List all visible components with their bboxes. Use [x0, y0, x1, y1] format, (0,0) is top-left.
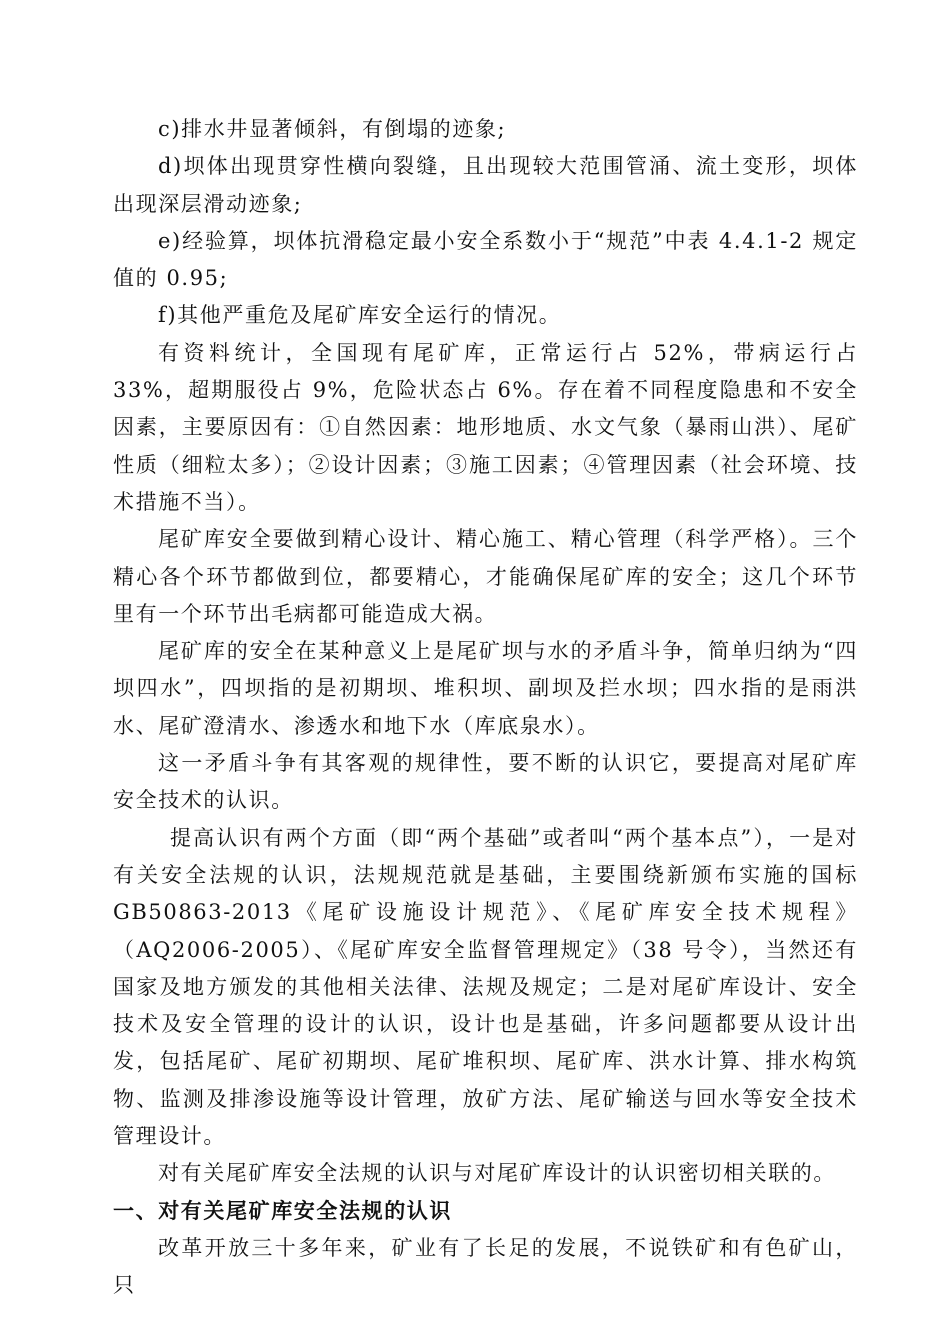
- document-body: [113, 111, 858, 1305]
- paragraph-item-f: f)其他严重危及尾矿库安全运行的情况。: [158, 303, 562, 328]
- paragraph-reform: 改革开放三十多年来，矿业有了长足的发展，不说铁矿和有色矿山，只: [113, 1235, 858, 1298]
- paragraph-two-foundations: 提高认识有两个方面（即“两个基础”或者叫“两个基本点”），一是对有关安全法规的认识，法规规范就是基础，主要围绕新颁布实施的国标 GB50863-2013《尾矿设施设计规范》、《尾矿库安全技术规程》（AQ2006-2005）、《尾矿库安全监督管理规定》（38 号令），当然还有国家及地方颁发的其他相关法律、法规及规定；二是对尾矿库设计、安全技术及安全管理的设计的认识，设计也是基础，许多问题都要从设计出发，包括尾矿、尾矿初期坝、尾矿堆积坝、尾矿库、洪水计算、排水构筑物、监测及排渗设施等设计管理，放矿方法、尾矿输送与回水等安全技术管理设计。: [113, 825, 858, 1149]
- paragraph-contradiction: 这一矛盾斗争有其客观的规律性，要不断的认识它，要提高对尾矿库安全技术的认识。: [113, 751, 858, 813]
- paragraph-item-d: d)坝体出现贯穿性横向裂缝，且出现较大范围管涌、流土变形，坝体出现深层滑动迹象;: [113, 154, 858, 216]
- paragraph-item-e: e)经验算，坝体抗滑稳定最小安全系数小于“规范”中表 4.4.1-2 规定值的 0.95;: [113, 228, 858, 291]
- paragraph-related: 对有关尾矿库安全法规的认识与对尾矿库设计的认识密切相关联的。: [158, 1161, 836, 1186]
- paragraph-three-careful: 尾矿库安全要做到精心设计、精心施工、精心管理（科学严格）。三个精心各个环节都做到位，都要精心，才能确保尾矿库的安全；这几个环节里有一个环节出毛病都可能造成大祸。: [113, 527, 858, 626]
- paragraph-four-dams-four-waters: 尾矿库的安全在某种意义上是尾矿坝与水的矛盾斗争，简单归纳为“四坝四水”，四坝指的是初期坝、堆积坝、副坝及拦水坝；四水指的是雨洪水、尾矿澄清水、渗透水和地下水（库底泉水）。: [113, 639, 858, 738]
- paragraph-statistics: 有资料统计，全国现有尾矿库，正常运行占 52%，带病运行占 33%，超期服役占 9%，危险状态占 6%。存在着不同程度隐患和不安全因素，主要原因有：①自然因素：地形地质、水文气象（暴雨山洪）、尾矿性质（细粒太多）；②设计因素；③施工因素；④管理因素（社会环境、技术措施不当）。: [113, 340, 858, 514]
- section-heading: 一、对有关尾矿库安全法规的认识: [113, 1198, 452, 1223]
- paragraph-item-c: c)排水井显著倾斜，有倒塌的迹象;: [158, 117, 507, 141]
